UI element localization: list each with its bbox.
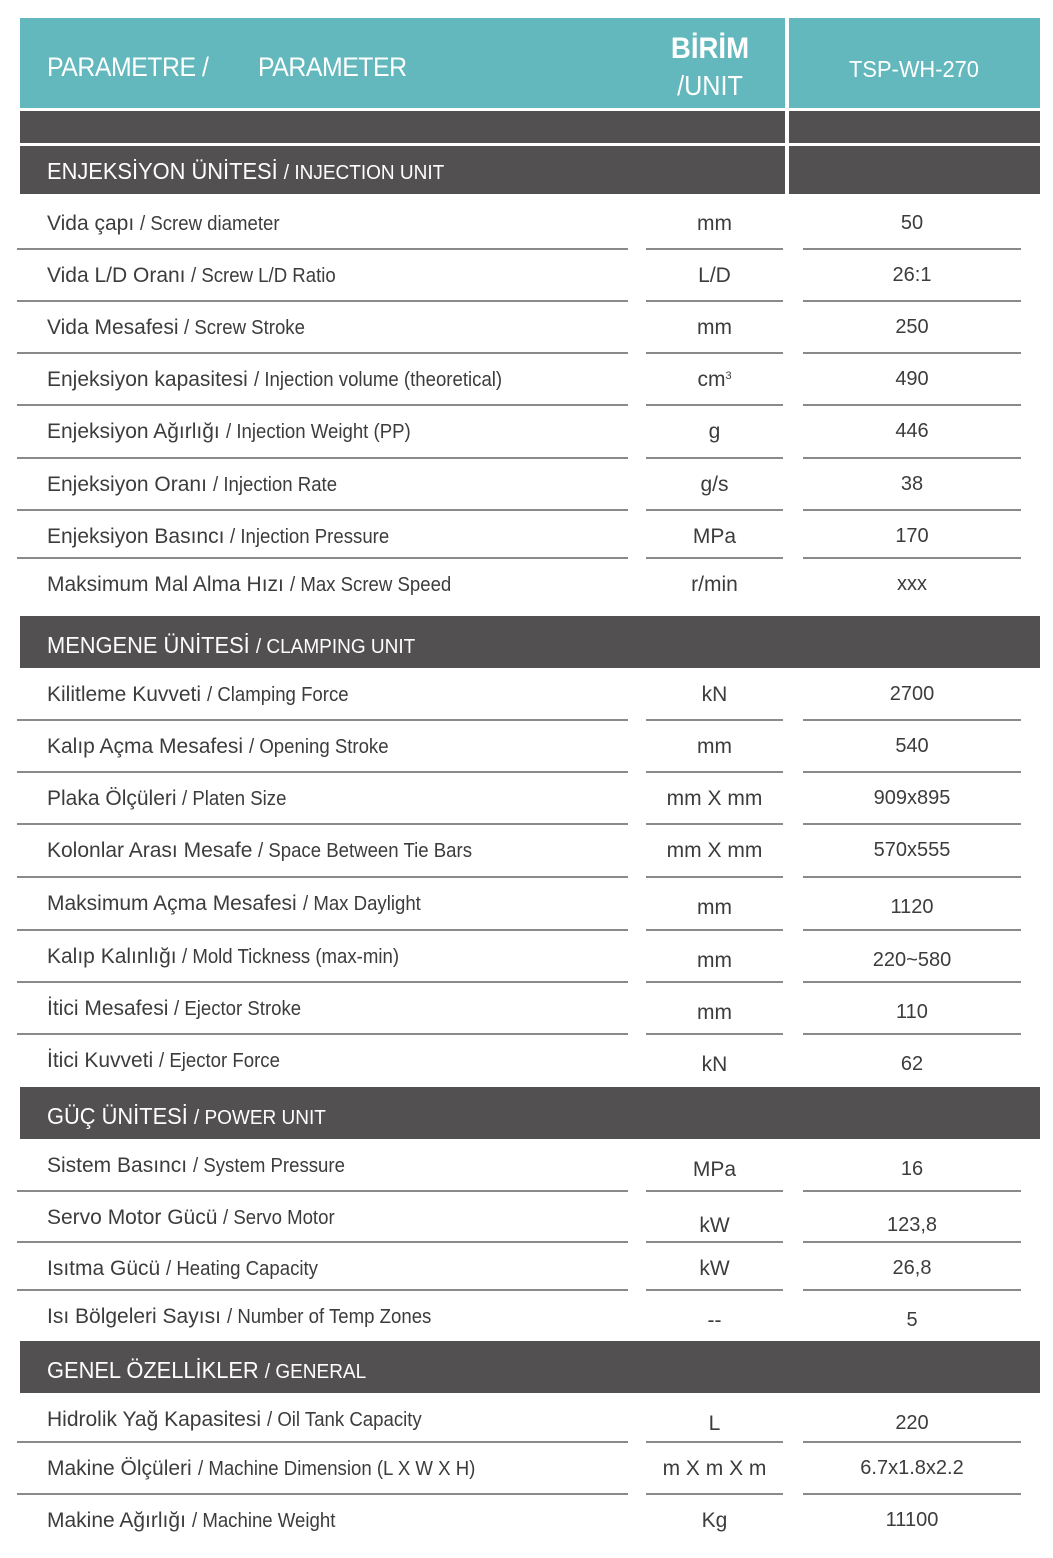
row-unit-text: kW [699, 1214, 730, 1237]
row-parameter-tr: Hidrolik Yağ Kapasitesi [47, 1408, 261, 1431]
row-value: 5 [906, 1309, 918, 1331]
row-unit-text: mm [697, 896, 732, 919]
row-unit-text: MPa [692, 1158, 737, 1181]
row-value: 1120 [890, 896, 934, 918]
row-parameter-en: / Max Screw Speed [289, 574, 452, 596]
row-parameter-en: / Machine Weight [191, 1510, 336, 1532]
row-divider-unit [646, 1493, 783, 1495]
row-divider-parameter [17, 300, 628, 302]
row-unit [646, 525, 783, 549]
row-unit [646, 473, 783, 497]
row-parameter [47, 573, 463, 597]
row-unit [646, 1509, 783, 1533]
row-divider-value [803, 876, 1021, 878]
row-parameter [47, 368, 520, 392]
row-unit-text: mm X mm [666, 839, 763, 862]
row-divider-unit [646, 1033, 783, 1035]
row-parameter-tr: Sistem Basıncı [47, 1154, 188, 1177]
row-unit-text: kN [701, 683, 728, 706]
row-divider-parameter [17, 1289, 628, 1291]
row-unit-text: r/min [691, 573, 738, 596]
row-unit [646, 1053, 783, 1077]
row-parameter-en: / Screw L/D Ratio [191, 265, 337, 287]
row-parameter-tr: Kalıp Açma Mesafesi [47, 735, 244, 758]
section-header-bar-right [789, 146, 1040, 194]
row-divider-unit [646, 823, 783, 825]
row-divider-parameter [17, 404, 628, 406]
row-divider-parameter [17, 1441, 628, 1443]
row-parameter [47, 316, 314, 340]
row-unit-text: cm [697, 368, 726, 391]
row-parameter-tr: Makine Ölçüleri [47, 1457, 192, 1480]
row-divider-unit [646, 352, 783, 354]
row-divider-unit [646, 557, 783, 559]
row-value: 26:1 [892, 264, 932, 286]
row-unit [646, 1457, 783, 1481]
row-parameter-en: / Screw diameter [140, 213, 280, 235]
row-divider-parameter [17, 1493, 628, 1495]
row-parameter-en: / System Pressure [192, 1155, 345, 1177]
row-parameter [47, 1154, 356, 1178]
header-param-en: PARAMETER [258, 52, 407, 82]
section-title-en: / POWER UNIT [193, 1107, 326, 1129]
row-parameter-tr: Isıtma Gücü [47, 1257, 161, 1280]
row-value: 490 [895, 368, 929, 390]
row-unit [646, 1309, 783, 1333]
row-parameter-en: / Injection volume (theoretical) [253, 369, 502, 391]
row-parameter-en: / Injection Rate [212, 474, 337, 496]
row-value: 110 [896, 1001, 928, 1023]
row-parameter-en: / Mold Tickness (max-min) [182, 946, 400, 968]
row-parameter-tr: Isı Bölgeleri Sayısı [47, 1305, 221, 1328]
section-title-en: / CLAMPING UNIT [255, 636, 416, 658]
row-parameter-tr: Vida çapı [47, 212, 135, 235]
section-title-en: / INJECTION UNIT [283, 162, 445, 184]
row-divider-value [803, 457, 1021, 459]
row-parameter [47, 945, 416, 969]
row-divider-parameter [17, 1033, 628, 1035]
row-value: 220 [895, 1412, 929, 1434]
row-value: 170 [895, 525, 929, 547]
section-title-tr: GENEL ÖZELLİKLER [47, 1357, 259, 1383]
row-parameter-en: / Space Between Tie Bars [258, 840, 473, 862]
row-parameter [47, 1457, 496, 1481]
header-model: TSP-WH-270 [849, 56, 979, 82]
row-divider-value [803, 557, 1021, 559]
row-parameter-tr: İtici Mesafesi [47, 997, 169, 1020]
row-unit [646, 420, 783, 444]
row-parameter-en: / Injection Weight (PP) [225, 421, 411, 443]
row-parameter-en: / Servo Motor [223, 1207, 335, 1229]
row-parameter [47, 1049, 289, 1073]
row-unit-text: mm [697, 949, 732, 972]
row-unit-text: m X m X m [662, 1457, 767, 1480]
section-title-tr: ENJEKSİYON ÜNİTESİ [47, 158, 278, 184]
row-divider-value [803, 1493, 1021, 1495]
row-value: 38 [900, 473, 924, 495]
row-parameter-tr: Maksimum Açma Mesafesi [47, 892, 297, 915]
row-divider-value [803, 352, 1021, 354]
row-unit [646, 735, 783, 759]
row-unit [646, 212, 783, 236]
row-parameter-tr: İtici Kuvveti [47, 1049, 154, 1072]
row-parameter-en: / Machine Dimension (L X W X H) [197, 1458, 475, 1480]
row-divider-parameter [17, 981, 628, 983]
row-unit [646, 949, 783, 973]
row-value: 909x895 [873, 787, 951, 809]
row-value: 11100 [885, 1509, 939, 1531]
row-parameter [47, 839, 488, 863]
row-parameter-tr: Makine Ağırlığı [47, 1509, 186, 1532]
row-divider-parameter [17, 248, 628, 250]
section-title [47, 1357, 366, 1384]
row-divider-unit [646, 457, 783, 459]
row-parameter-tr: Enjeksiyon Ağırlığı [47, 420, 220, 443]
row-parameter-en: / Platen Size [182, 788, 287, 810]
row-unit-text: Kg [701, 1509, 728, 1532]
row-parameter-tr: Servo Motor Gücü [47, 1206, 218, 1229]
row-divider-parameter [17, 1241, 628, 1243]
row-value: 26,8 [892, 1257, 932, 1279]
row-unit-superscript: 3 [725, 370, 732, 382]
row-divider-parameter [17, 719, 628, 721]
row-unit [646, 1412, 783, 1436]
row-parameter-tr: Kolonlar Arası Mesafe [47, 839, 253, 862]
row-unit-text: -- [707, 1309, 722, 1332]
row-divider-unit [646, 719, 783, 721]
row-value: xxx [897, 573, 927, 595]
section-title-tr: GÜÇ ÜNİTESİ [47, 1103, 188, 1129]
row-parameter-en: / Heating Capacity [166, 1258, 319, 1280]
row-parameter [47, 525, 401, 549]
row-unit-text: mm [697, 212, 732, 235]
row-divider-unit [646, 509, 783, 511]
row-parameter-tr: Kalıp Kalınlığı [47, 945, 177, 968]
row-divider-parameter [17, 457, 628, 459]
row-divider-value [803, 1190, 1021, 1192]
row-value: 16 [900, 1158, 924, 1180]
row-value: 50 [900, 212, 924, 234]
row-value: 570x555 [873, 839, 951, 861]
row-parameter [47, 1509, 346, 1533]
row-divider-unit [646, 300, 783, 302]
row-divider-unit [646, 771, 783, 773]
row-value: 2700 [889, 683, 935, 705]
row-value: 6.7x1.8x2.2 [860, 1457, 964, 1479]
row-value: 62 [900, 1053, 924, 1075]
row-divider-value [803, 719, 1021, 721]
row-unit-text: mm [697, 735, 732, 758]
spacer-bar-right [789, 111, 1040, 143]
row-parameter-tr: Plaka Ölçüleri [47, 787, 177, 810]
spacer-bar-left [20, 111, 785, 143]
row-divider-parameter [17, 771, 628, 773]
row-parameter-tr: Enjeksiyon Basıncı [47, 525, 225, 548]
row-divider-value [803, 1289, 1021, 1291]
row-divider-parameter [17, 352, 628, 354]
row-unit [646, 264, 783, 288]
row-divider-value [803, 248, 1021, 250]
row-parameter-en: / Oil Tank Capacity [266, 1409, 422, 1431]
row-parameter-tr: Enjeksiyon kapasitesi [47, 368, 248, 391]
row-unit [646, 1257, 783, 1281]
row-divider-value [803, 929, 1021, 931]
row-divider-parameter [17, 823, 628, 825]
row-parameter [47, 264, 347, 288]
row-parameter-en: / Max Daylight [302, 893, 421, 915]
row-unit [646, 896, 783, 920]
row-parameter [47, 1206, 343, 1230]
row-divider-unit [646, 1241, 783, 1243]
row-divider-value [803, 300, 1021, 302]
row-unit-text: mm [697, 316, 732, 339]
row-parameter-tr: Vida Mesafesi [47, 316, 179, 339]
row-divider-unit [646, 929, 783, 931]
section-title [47, 632, 415, 659]
section-title [47, 1103, 326, 1130]
row-unit [646, 1214, 783, 1238]
row-value: 446 [895, 420, 929, 442]
row-divider-unit [646, 1190, 783, 1192]
row-parameter-en: / Screw Stroke [184, 317, 306, 339]
row-parameter [47, 735, 399, 759]
row-unit-text: g [708, 420, 721, 443]
row-unit [646, 839, 783, 863]
section-title [47, 158, 444, 185]
row-divider-unit [646, 1289, 783, 1291]
row-divider-value [803, 981, 1021, 983]
row-divider-value [803, 1033, 1021, 1035]
row-unit-text: kW [699, 1257, 730, 1280]
row-divider-unit [646, 248, 783, 250]
row-divider-value [803, 404, 1021, 406]
row-unit [646, 787, 783, 811]
row-unit [646, 573, 783, 597]
row-unit-text: MPa [692, 525, 737, 548]
section-title-tr: MENGENE ÜNİTESİ [47, 632, 250, 658]
row-unit-text: mm [697, 1001, 732, 1024]
row-parameter-en: / Clamping Force [206, 684, 349, 706]
row-parameter [47, 787, 295, 811]
row-divider-unit [646, 1441, 783, 1443]
row-parameter [47, 1257, 329, 1281]
row-parameter [47, 1408, 433, 1432]
row-divider-parameter [17, 557, 628, 559]
header-unit-tr: BİRİM [670, 32, 750, 65]
row-parameter-en: / Opening Stroke [248, 736, 389, 758]
row-divider-parameter [17, 876, 628, 878]
row-unit [646, 316, 783, 340]
row-unit-text: L/D [698, 264, 731, 287]
row-unit-text: g/s [700, 473, 729, 496]
row-parameter-en: / Ejector Force [159, 1050, 280, 1072]
row-divider-parameter [17, 1190, 628, 1192]
row-divider-value [803, 1441, 1021, 1443]
row-unit [646, 368, 783, 392]
row-value: 250 [895, 316, 929, 338]
row-parameter [47, 683, 359, 707]
row-divider-value [803, 823, 1021, 825]
row-parameter-tr: Vida L/D Oranı [47, 264, 186, 287]
row-parameter [47, 1305, 446, 1329]
row-unit-text: kN [701, 1053, 728, 1076]
row-unit [646, 1158, 783, 1182]
row-divider-value [803, 509, 1021, 511]
row-parameter [47, 997, 311, 1021]
row-divider-value [803, 771, 1021, 773]
row-parameter-en: / Injection Pressure [230, 526, 390, 548]
header-unit-en: /UNIT [677, 70, 743, 101]
row-parameter-en: / Ejector Stroke [174, 998, 302, 1020]
row-parameter [47, 420, 424, 444]
row-parameter-tr: Enjeksiyon Oranı [47, 473, 207, 496]
row-value: 123,8 [886, 1214, 938, 1236]
row-divider-unit [646, 404, 783, 406]
row-divider-parameter [17, 929, 628, 931]
row-parameter-en: / Number of Temp Zones [226, 1306, 432, 1328]
header-param-tr: PARAMETRE / [47, 52, 209, 82]
row-divider-unit [646, 876, 783, 878]
row-unit [646, 683, 783, 707]
section-title-en: / GENERAL [264, 1361, 367, 1383]
row-parameter-tr: Kilitleme Kuvveti [47, 683, 202, 706]
row-divider-value [803, 1241, 1021, 1243]
row-unit [646, 1001, 783, 1025]
row-parameter [47, 892, 429, 916]
row-value: 220~580 [872, 949, 952, 971]
row-divider-parameter [17, 509, 628, 511]
row-parameter-tr: Maksimum Mal Alma Hızı [47, 573, 284, 596]
row-parameter [47, 473, 346, 497]
row-parameter [47, 212, 290, 236]
row-unit-text: L [708, 1412, 721, 1435]
row-unit-text: mm X mm [666, 787, 763, 810]
row-value: 540 [895, 735, 929, 757]
row-divider-unit [646, 981, 783, 983]
